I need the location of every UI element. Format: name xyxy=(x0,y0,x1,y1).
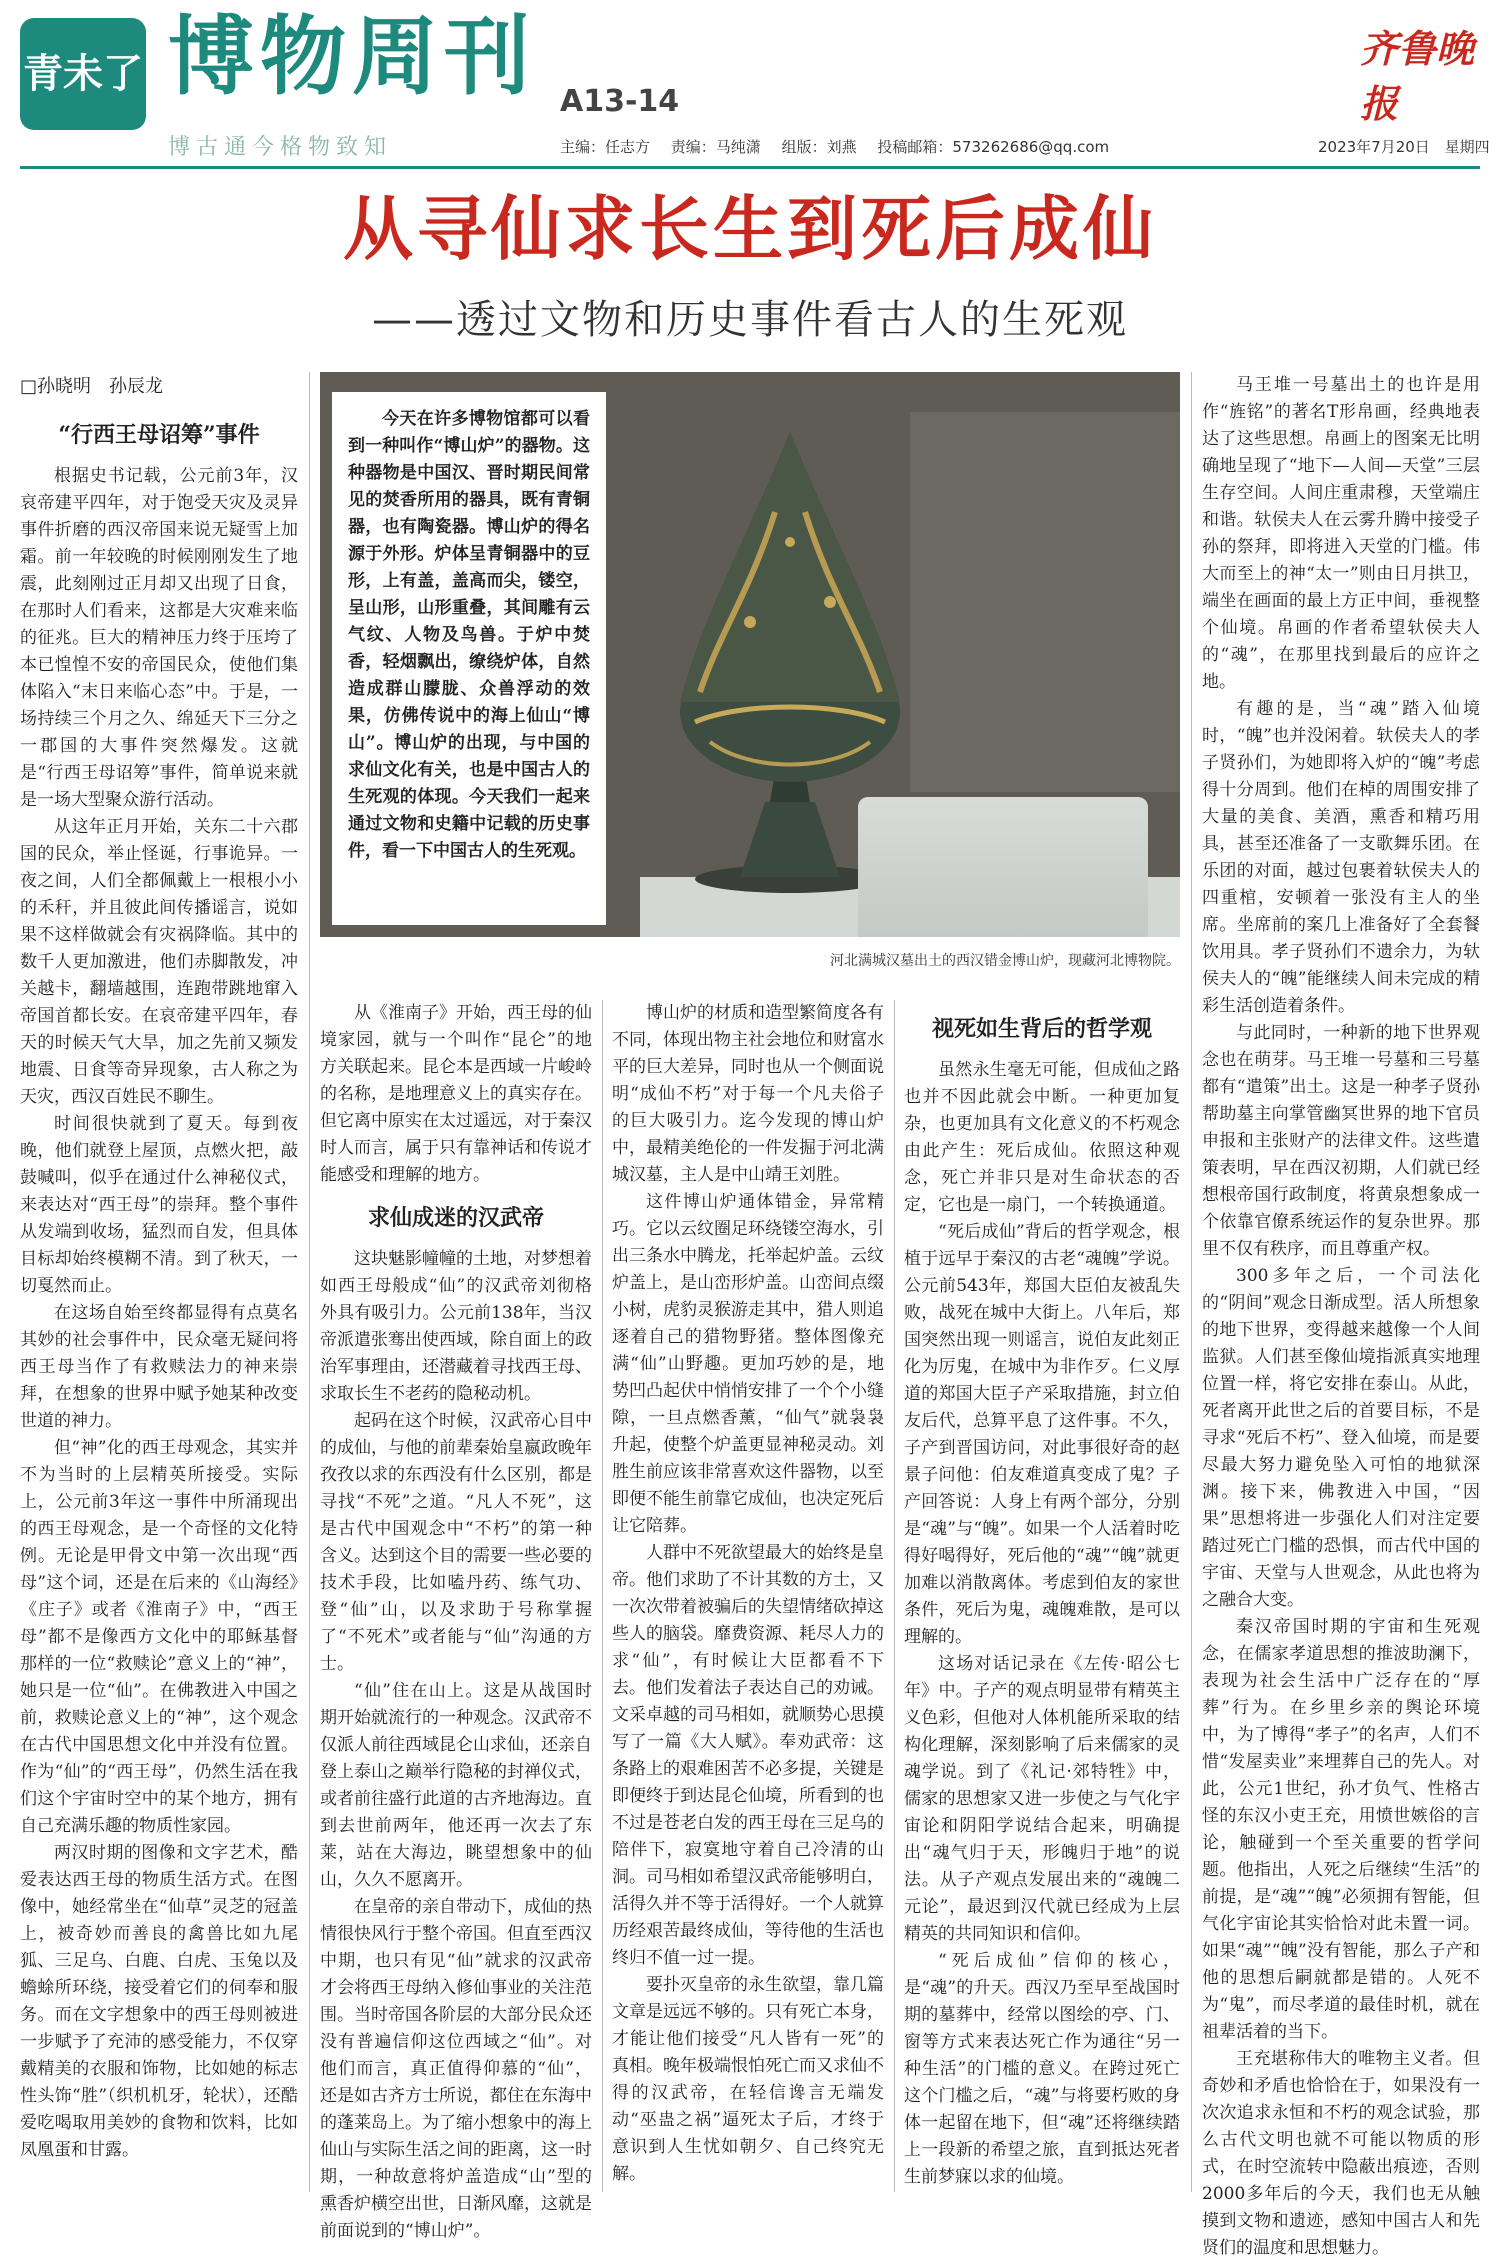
column-3 xyxy=(612,1000,884,2192)
paragraph: 这场对话记录在《左传·昭公七年》中。子产的观点明显带有精英主义色彩，但他对人体机能所采取的结构化理解，深刻影响了后来儒家的灵魂学说。到了《礼记·郊特牲》中，儒家的思想家又进一步使之与气化宇宙论和阴阳学说结合起来，明确提出“魂气归于天，形魄归于地”的说法。从子产观点发展出来的“魂魄二元论”，最迟到汉代就已经成为上层精英的共同知识和信仰。 xyxy=(904,1654,1180,1944)
paragraph: 这件博山炉通体错金，异常精巧。它以云纹圈足环绕镂空海水，引出三条水中腾龙，托举起炉盖。云纹炉盖上，是山峦形炉盖。山峦间点缀小树，虎豹灵猴游走其中，猎人则追逐着自己的猎物野猪。整体图像充满“仙”山野趣。更加巧妙的是，地势凹凸起伏中悄悄安排了一个个小缝隙，一旦点燃香薰，“仙气”就袅袅升起，使整个炉盖更显神秘灵动。刘胜生前应该非常喜欢这件器物，以至即便不能生前靠它成仙，也决定死后让它陪葬。 xyxy=(612,1192,884,1536)
column-divider xyxy=(1191,372,1192,2192)
photo-caption: 河北满城汉墓出土的西汉错金博山炉，现藏河北博物院。 xyxy=(830,953,1180,969)
paragraph: 人群中不死欲望最大的始终是皇帝。他们求助了不计其数的方士，又一次次带着被骗后的失望情绪砍掉这些人的脑袋。靡费资源、耗尽人力的求“仙”，有时候让大臣都看不下去。他们发着法子表达自己的劝诫。文采卓越的司马相如，就顺势心思摸写了一篇《大人赋》。奉劝武帝：这条路上的艰难困苦不必多提，关键是即便终于到达昆仑仙境，所看到的也不过是苍老白发的西王母在三足乌的陪伴下，寂寞地守着自己冷清的山洞。司马相如希望汉武帝能够明白，活得久并不等于活得好。一个人就算历经艰苦最终成仙，等待他的生活也终归不值一过一提。 xyxy=(612,1543,884,1968)
paragraph: 虽然永生毫无可能，但成仙之路也并不因此就会中断。一种更加复杂，也更加具有文化意义的不朽观念由此产生：死后成仙。依照这种观念，死亡并非只是对生命状态的否定，它也是一扇门，一个转换通道。 xyxy=(904,1060,1180,1215)
paragraph: 马王堆一号墓出土的也许是用作“旌铭”的著名T形帛画，经典地表达了这些思想。帛画上的图案无比明确地呈现了“地下—人间—天堂”三层生存空间。人间庄重肃穆，天堂端庄和谐。轪侯夫人在云雾升腾中接受子孙的祭拜，即将进入天堂的门槛。伟大而至上的神“太一”则由日月拱卫，端坐在画面的最上方正中间，垂视整个仙境。帛画的作者希望轪侯夫人的“魂”，在那里找到最后的应许之地。 xyxy=(1202,375,1480,692)
intro-sidebar xyxy=(332,392,606,925)
paragraph: 王充堪称伟大的唯物主义者。但奇妙和矛盾也恰恰在于，如果没有一次次追求永恒和不朽的观念试验，那么古代文明也就不可能以物质的形式，在时空流转中隐蔽出痕迹，否则2000多年后的今天，我们也无从触摸到文物和遗迹，感知中国古人和先贤们的温度和思想魅力。 xyxy=(1202,2049,1480,2258)
issue-weekday: 星期四 xyxy=(1444,138,1490,156)
paragraph: 根据史书记载，公元前3年，汉哀帝建平四年，对于饱受天灾及灵异事件折磨的西汉帝国来说无疑雪上加霜。前一年较晚的时候刚刚发生了地震，此刻刚过正月却又出现了日食，在那时人们看来，这都是大灾难来临的征兆。巨大的精神压力终于压垮了本已惶惶不安的帝国民众，使他们集体陷入“末日来临心态”中。于是，一场持续三个月之久、绵延天下三分之一郡国的大事件突然爆发。这就是“行西王母诏筹”事件，简单说来就是一场大型聚众游行活动。 xyxy=(20,466,298,810)
paragraph: 300多年之后，一个司法化的“阴间”观念日渐成型。活人所想象的地下世界，变得越来越像一个人间监狱。人们甚至像仙境指派真实地理位置一样，将它安排在泰山。从此，死者离开此世之后的首要目标，不是寻求“死后不朽”、登入仙境，而是要尽最大努力避免坠入可怕的地狱深渊。接下来，佛教进入中国，“因果”思想将进一步强化人们对注定要踏过死亡门槛的恐惧，而古代中国的宇宙、天堂与人世观念，从此也将为之融合大变。 xyxy=(1202,1266,1480,1610)
article-subtitle: ——透过文物和历史事件看古人的生死观 xyxy=(372,297,1128,343)
display-case xyxy=(858,797,1148,937)
issue-date-text: 2023年7月20日 xyxy=(1318,138,1430,156)
credit-editor: 责编：马纯潇 xyxy=(670,138,761,156)
page-number: A13-14 xyxy=(560,84,680,119)
credit-email: 投稿邮箱：573262686@qq.com xyxy=(877,138,1110,156)
column-4 xyxy=(904,1000,1180,2192)
masthead-motto: 博古通今格物致知 xyxy=(168,135,393,160)
paragraph: 在这场自始至终都显得有点莫名其妙的社会事件中，民众毫无疑问将西王母当作了有救赎法力的神来崇拜，在想象的世界中赋予她某种改变世道的神力。 xyxy=(20,1303,298,1431)
credit-chief-editor: 主编：任志方 xyxy=(560,138,651,156)
paragraph: “仙”住在山上。这是从战国时期开始就流行的一种观念。汉武帝不仅派人前往西域昆仑山求仙，还亲自登上泰山之巅举行隐秘的封禅仪式，或者前往盛行此道的古齐地海边。直到去世前两年，他还再一次去了东莱，站在大海边，眺望想象中的仙山，久久不愿离开。 xyxy=(320,1681,592,1890)
paragraph: 有趣的是，当“魂”踏入仙境时，“魄”也并没闲着。轪侯夫人的孝子贤孙们，为她即将入炉的“魄”考虑得十分周到。他们在棹的周围安排了大量的美食、美酒，熏香和精巧用具，甚至还准备了一支歌舞乐团。在乐团的对面，越过包裹着轪侯夫人的四重棺，安顿着一张没有主人的坐席。坐席前的案几上准备好了全套餐饮用具。孝子贤孙们不遗余力，为轪侯夫人的“魄”能继续人间未完成的精彩生活创造着条件。 xyxy=(1202,699,1480,1016)
article-title: 从寻仙求长生到死后成仙 xyxy=(343,187,1157,270)
masthead-title: 博物周刊 xyxy=(168,6,536,107)
paragraph: “死后成仙”信仰的核心，是“魂”的升天。西汉乃至早至战国时期的墓葬中，经常以图绘的亭、门、窗等方式来表达死亡作为通往“另一种生活”的门槛的意义。在跨过死亡这个门槛之后，“魂”与将要朽败的身体一起留在地下，但“魂”还将继续踏上一段新的希望之旅，直到抵达死者生前梦寐以求的仙境。 xyxy=(904,1951,1180,2187)
paragraph: 起码在这个时候，汉武帝心目中的成仙，与他的前辈秦始皇嬴政晚年孜孜以求的东西没有什么区别，都是寻找“不死”之道。“凡人不死”，这是古代中国观念中“不朽”的第一种含义。达到这个目的需要一些必要的技术手段，比如嗑丹药、练气功、登“仙”山，以及求助于号称掌握了“不死术”或者能与“仙”沟通的方士。 xyxy=(320,1411,592,1674)
column-divider xyxy=(309,372,310,2192)
logo-text: 青未了 xyxy=(23,50,143,97)
paragraph: 要扑灭皇帝的永生欲望，靠几篇文章是远远不够的。只有死亡本身，才能让他们接受“凡人皆有一死”的真相。晚年极端恨怕死亡而又求仙不得的汉武帝，在轻信谗言无端发动“巫蛊之祸”逼死太子后，才终于意识到人生忧如朝夕、自己终究无解。 xyxy=(612,1975,884,2184)
paragraph: 从《淮南子》开始，西王母的仙境家园，就与一个叫作“昆仑”的地方关联起来。昆仑本是西域一片峻岭的名称，是地理意义上的真实存在。但它离中原实在太过遥远，对于秦汉时人而言，属于只有靠神话和传说才能感受和理解的地方。 xyxy=(320,1003,592,1185)
section-heading-philosophy: 视死如生背后的哲学观 xyxy=(931,1016,1152,1042)
column-divider xyxy=(602,1000,603,2192)
newspaper-brand: 齐鲁晚报 xyxy=(1360,26,1475,126)
paragraph: “死后成仙”背后的哲学观念，根植于远早于秦汉的古老“魂魄”学说。公元前543年，郑国大臣伯友被乱失败，战死在城中大街上。八年后，郑国突然出现一则谣言，说伯友此刻正化为厉鬼，在城中为非作歹。仁义厚道的郑国大臣子产采取措施，封立伯友后代，总算平息了这件事。不久，子产到晋国访问，对此事很好奇的赵景子问他：伯友难道真变成了鬼？子产回答说：人身上有两个部分，分别是“魂”与“魄”。如果一个人活着时吃得好喝得好，死后他的“魂”“魄”就更加难以消散离体。考虑到伯友的家世条件，死后为鬼，魂魄难散，是可以理解的。 xyxy=(904,1222,1180,1647)
column-5 xyxy=(1202,372,1480,2258)
paragraph: 在皇帝的亲自带动下，成仙的热情很快风行于整个帝国。但直至西汉中期，也只有见“仙”就求的汉武帝才会将西王母纳入修仙事业的关注范围。当时帝国各阶层的大部分民众还没有普遍信仰这位西域之“仙”。对他们而言，真正值得仰慕的“仙”，还是如古齐方士所说，都住在东海中的蓬莱岛上。为了缩小想象中的海上仙山与实际生活之间的距离，这一时期，一种故意将炉盖造成“山”型的熏香炉横空出世，日渐风靡，这就是前面说到的“博山炉”。 xyxy=(320,1897,592,2241)
credit-layout: 组版：刘燕 xyxy=(781,138,857,156)
column-1 xyxy=(20,406,298,2192)
issue-date xyxy=(1308,136,1490,157)
section-heading-event: “行西王母诏筹”事件 xyxy=(58,422,260,448)
intro-text: 今天在许多博物馆都可以看到一种叫作“博山炉”的器物。这种器物是中国汉、晋时期民间常见的焚香所用的器具，既有青铜器，也有陶瓷器。博山炉的得名源于外形。炉体呈青铜器中的豆形，上有盖，盖高而尖，镂空，呈山形，山形重叠，其间雕有云气纹、人物及鸟兽。于炉中焚香，轻烟飘出，缭绕炉体，自然造成群山朦胧、众兽浮动的效果，仿佛传说中的海上仙山“博山”。博山炉的出现，与中国的求仙文化有关，也是中国古人的生死观的体现。今天我们一起来通过文物和史籍中记载的历史事件，看一下中国古人的生死观。 xyxy=(348,409,590,861)
paragraph: 两汉时期的图像和文字艺术，酷爱表达西王母的物质生活方式。在图像中，她经常坐在“仙草”灵芝的冠盖上，被奇妙而善良的禽兽比如九尾狐、三足乌、白鹿、白虎、玉兔以及蟾蜍所环绕，接受着它们的伺奉和服务。而在文字想象中的西王母则被进一步赋予了充沛的感受能力，不仅穿戴精美的衣服和饰物，比如她的标志性头饰“胜”（织机机牙，轮状），还酷爱吃喝取用美妙的食物和饮料，比如凤凰蛋和甘露。 xyxy=(20,1843,298,2160)
editor-credits xyxy=(560,136,1125,157)
masthead-rule xyxy=(20,166,1480,169)
paragraph: 博山炉的材质和造型繁简度各有不同，体现出物主社会地位和财富水平的巨大差异，同时也从一个侧面说明“成仙不朽”对于每一个凡夫俗子的巨大吸引力。迄今发现的博山炉中，最精美绝伦的一件发掘于河北满城汉墓，主人是中山靖王刘胜。 xyxy=(612,1003,884,1185)
section-heading-emperor: 求仙成迷的汉武帝 xyxy=(367,1205,544,1231)
paragraph: 这块魅影幢幢的土地，对梦想着如西王母般成“仙”的汉武帝刘彻格外具有吸引力。公元前138年，当汉帝派遣张骞出使西域，除自面上的政治军事理由，还潜藏着寻找西王母、求取长生不老药的隐秘动机。 xyxy=(320,1249,592,1404)
column-divider xyxy=(894,1000,895,2192)
paragraph: 从这年正月开始，关东二十六郡国的民众，举止怪诞，行事诡异。一夜之间，人们全都佩戴上一根根小小的禾秆，并且彼此间传播谣言，说如果不这样做就会有灾祸降临。其中的数千人更加激进，他们赤脚散发，冲关越卡，翻墙越围，连跑带跳地窜入帝国首都长安。在哀帝建平四年，春天的时候天气大旱，加之先前又频发地震、日食等奇异现象，古人称之为天灾，西汉百姓民不聊生。 xyxy=(20,817,298,1107)
paragraph: 秦汉帝国时期的宇宙和生死观念，在儒家孝道思想的推波助澜下，表现为社会生活中广泛存在的“厚葬”行为。在乡里乡亲的舆论环境中，为了博得“孝子”的名声，人们不惜“发屋卖业”来埋葬自己的先人。对此，公元1世纪，孙才负气、性格古怪的东汉小吏王充，用愤世嫉俗的言论，触碰到一个至关重要的哲学问题。他指出，人死之后继续“生活”的前提，是“魂”“魄”必须拥有智能，但气化宇宙论其实恰恰对此未置一词。如果“魂”“魄”没有智能，那么子产和他的思想后嗣就都是错的。人死不为“鬼”，而尽孝道的最佳时机，就在祖辈活着的当下。 xyxy=(1202,1617,1480,2042)
byline: □孙晓明 孙辰龙 xyxy=(20,376,164,397)
paragraph: 时间很快就到了夏天。每到夜晚，他们就登上屋顶，点燃火把，敲鼓喊叫，似乎在通过什么神秘仪式，来表达对“西王母”的崇拜。整个事件从发端到收场，猛烈而自发，但具体目标却始终模糊不清。到了秋天，一切戛然而止。 xyxy=(20,1114,298,1296)
paragraph: 但“神”化的西王母观念，其实并不为当时的上层精英所接受。实际上，公元前3年这一事件中所涌现出的西王母观念，是一个奇怪的文化特例。无论是甲骨文中第一次出现“西母”这个词，还是在后来的《山海经》《庄子》或者《淮南子》中，“西王母”都不是像西方文化中的耶稣基督那样的一位“救赎论”意义上的“神”，她只是一位“仙”。在佛教进入中国之前，救赎论意义上的“神”，这个观念在古代中国思想文化中并没有位置。作为“仙”的“西王母”，仍然生活在我们这个宇宙时空中的某个地方，拥有自己充满乐趣的物质性家园。 xyxy=(20,1438,298,1836)
paragraph: 与此同时，一种新的地下世界观念也在萌芽。马王堆一号墓和三号墓都有“遣策”出土。这是一种孝子贤孙帮助墓主向掌管幽冥世界的地下官员申报和主张财产的法律文件。这些遣策表明，早在西汉初期，人们就已经想根帝国行政制度，将黄泉想象成一个依靠官僚系统运作的复杂世界。那里不仅有秩序，而且尊重产权。 xyxy=(1202,1023,1480,1259)
column-2 xyxy=(320,1000,592,2241)
